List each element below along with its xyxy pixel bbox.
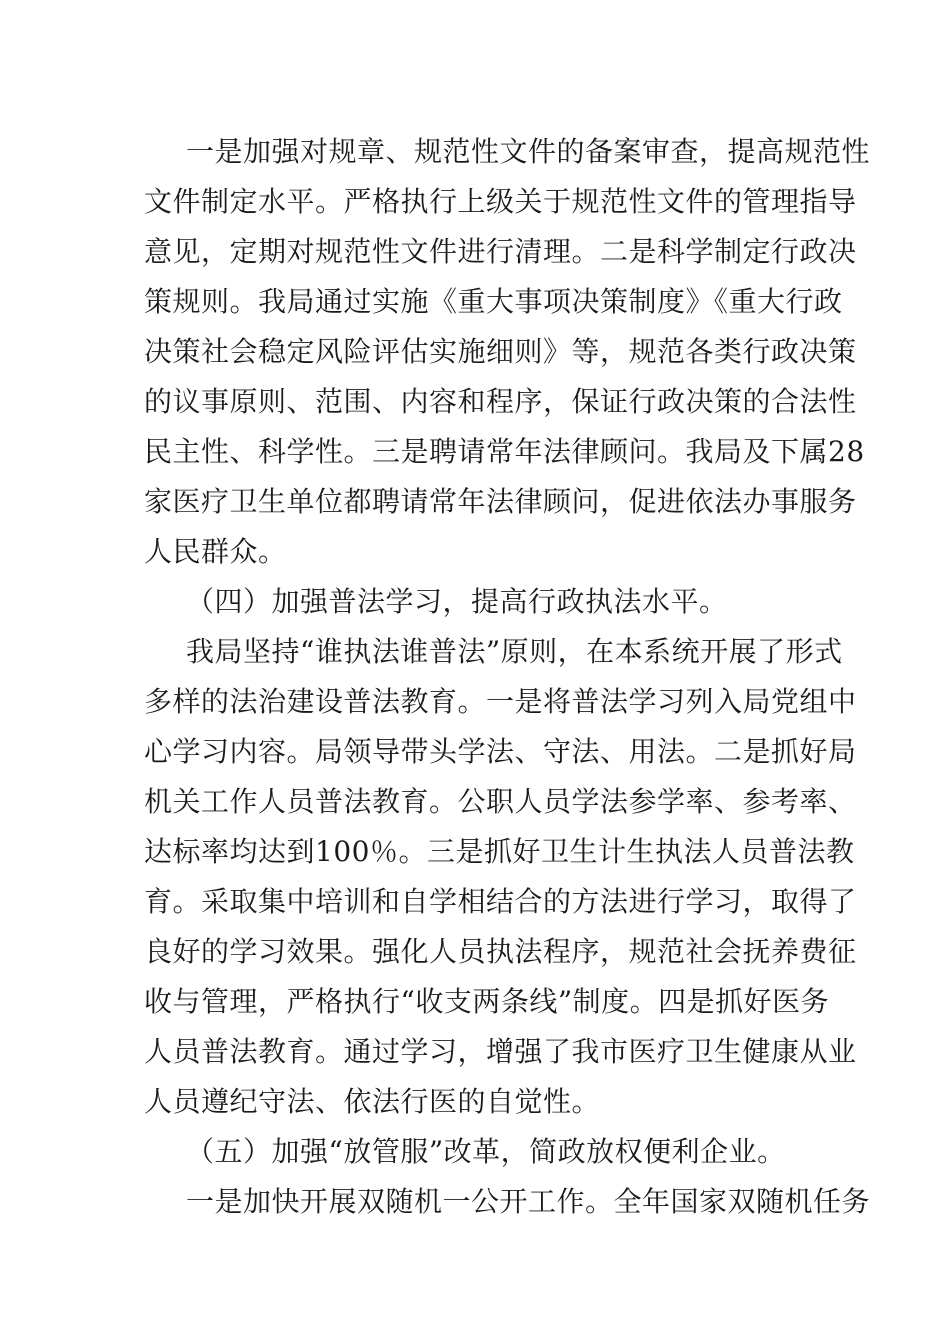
paragraph-line: 心学习内容。局领导带头学法、守法、用法。二是抓好局 bbox=[144, 735, 857, 768]
paragraph-line: 我局坚持“谁执法谁普法”原则，在本系统开展了形式 bbox=[186, 635, 843, 668]
paragraph-line: 一是加快开展双随机一公开工作。全年国家双随机任务 bbox=[186, 1185, 871, 1218]
paragraph-line: 民主性、科学性。三是聘请常年法律顾问。我局及下属28 bbox=[144, 435, 865, 468]
paragraph-line: 决策社会稳定风险评估实施细则》等，规范各类行政决策 bbox=[144, 335, 857, 368]
paragraph-line: 机关工作人员普法教育。公职人员学法参学率、参考率、 bbox=[144, 785, 857, 818]
paragraph-line: 人员普法教育。通过学习，增强了我市医疗卫生健康从业 bbox=[144, 1035, 857, 1068]
paragraph-line: 达标率均达到100％。三是抓好卫生计生执法人员普法教 bbox=[144, 835, 855, 868]
paragraph-line: 人民群众。 bbox=[144, 535, 287, 568]
paragraph-line: 良好的学习效果。强化人员执法程序，规范社会抚养费征 bbox=[144, 935, 857, 968]
paragraph-line: 人员遵纪守法、依法行医的自觉性。 bbox=[144, 1085, 601, 1118]
section-heading: （四）加强普法学习，提高行政执法水平。 bbox=[186, 585, 728, 618]
paragraph-line: 收与管理，严格执行“收支两条线”制度。四是抓好医务 bbox=[144, 985, 830, 1018]
paragraph-line: 文件制定水平。严格执行上级关于规范性文件的管理指导 bbox=[144, 185, 857, 218]
paragraph-line: 意见，定期对规范性文件进行清理。二是科学制定行政决 bbox=[144, 235, 857, 268]
paragraph-line: 多样的法治建设普法教育。一是将普法学习列入局党组中 bbox=[144, 685, 857, 718]
paragraph-line: 一是加强对规章、规范性文件的备案审查，提高规范性 bbox=[186, 135, 871, 168]
paragraph-line: 策规则。我局通过实施《重大事项决策制度》《重大行政 bbox=[144, 285, 843, 318]
paragraph-line: 的议事原则、范围、内容和程序，保证行政决策的合法性 bbox=[144, 385, 857, 418]
paragraph-line: 家医疗卫生单位都聘请常年法律顾问，促进依法办事服务 bbox=[144, 485, 857, 518]
paragraph-line: 育。采取集中培训和自学相结合的方法进行学习，取得了 bbox=[144, 885, 857, 918]
section-heading: （五）加强“放管服”改革，简政放权便利企业。 bbox=[186, 1135, 786, 1168]
